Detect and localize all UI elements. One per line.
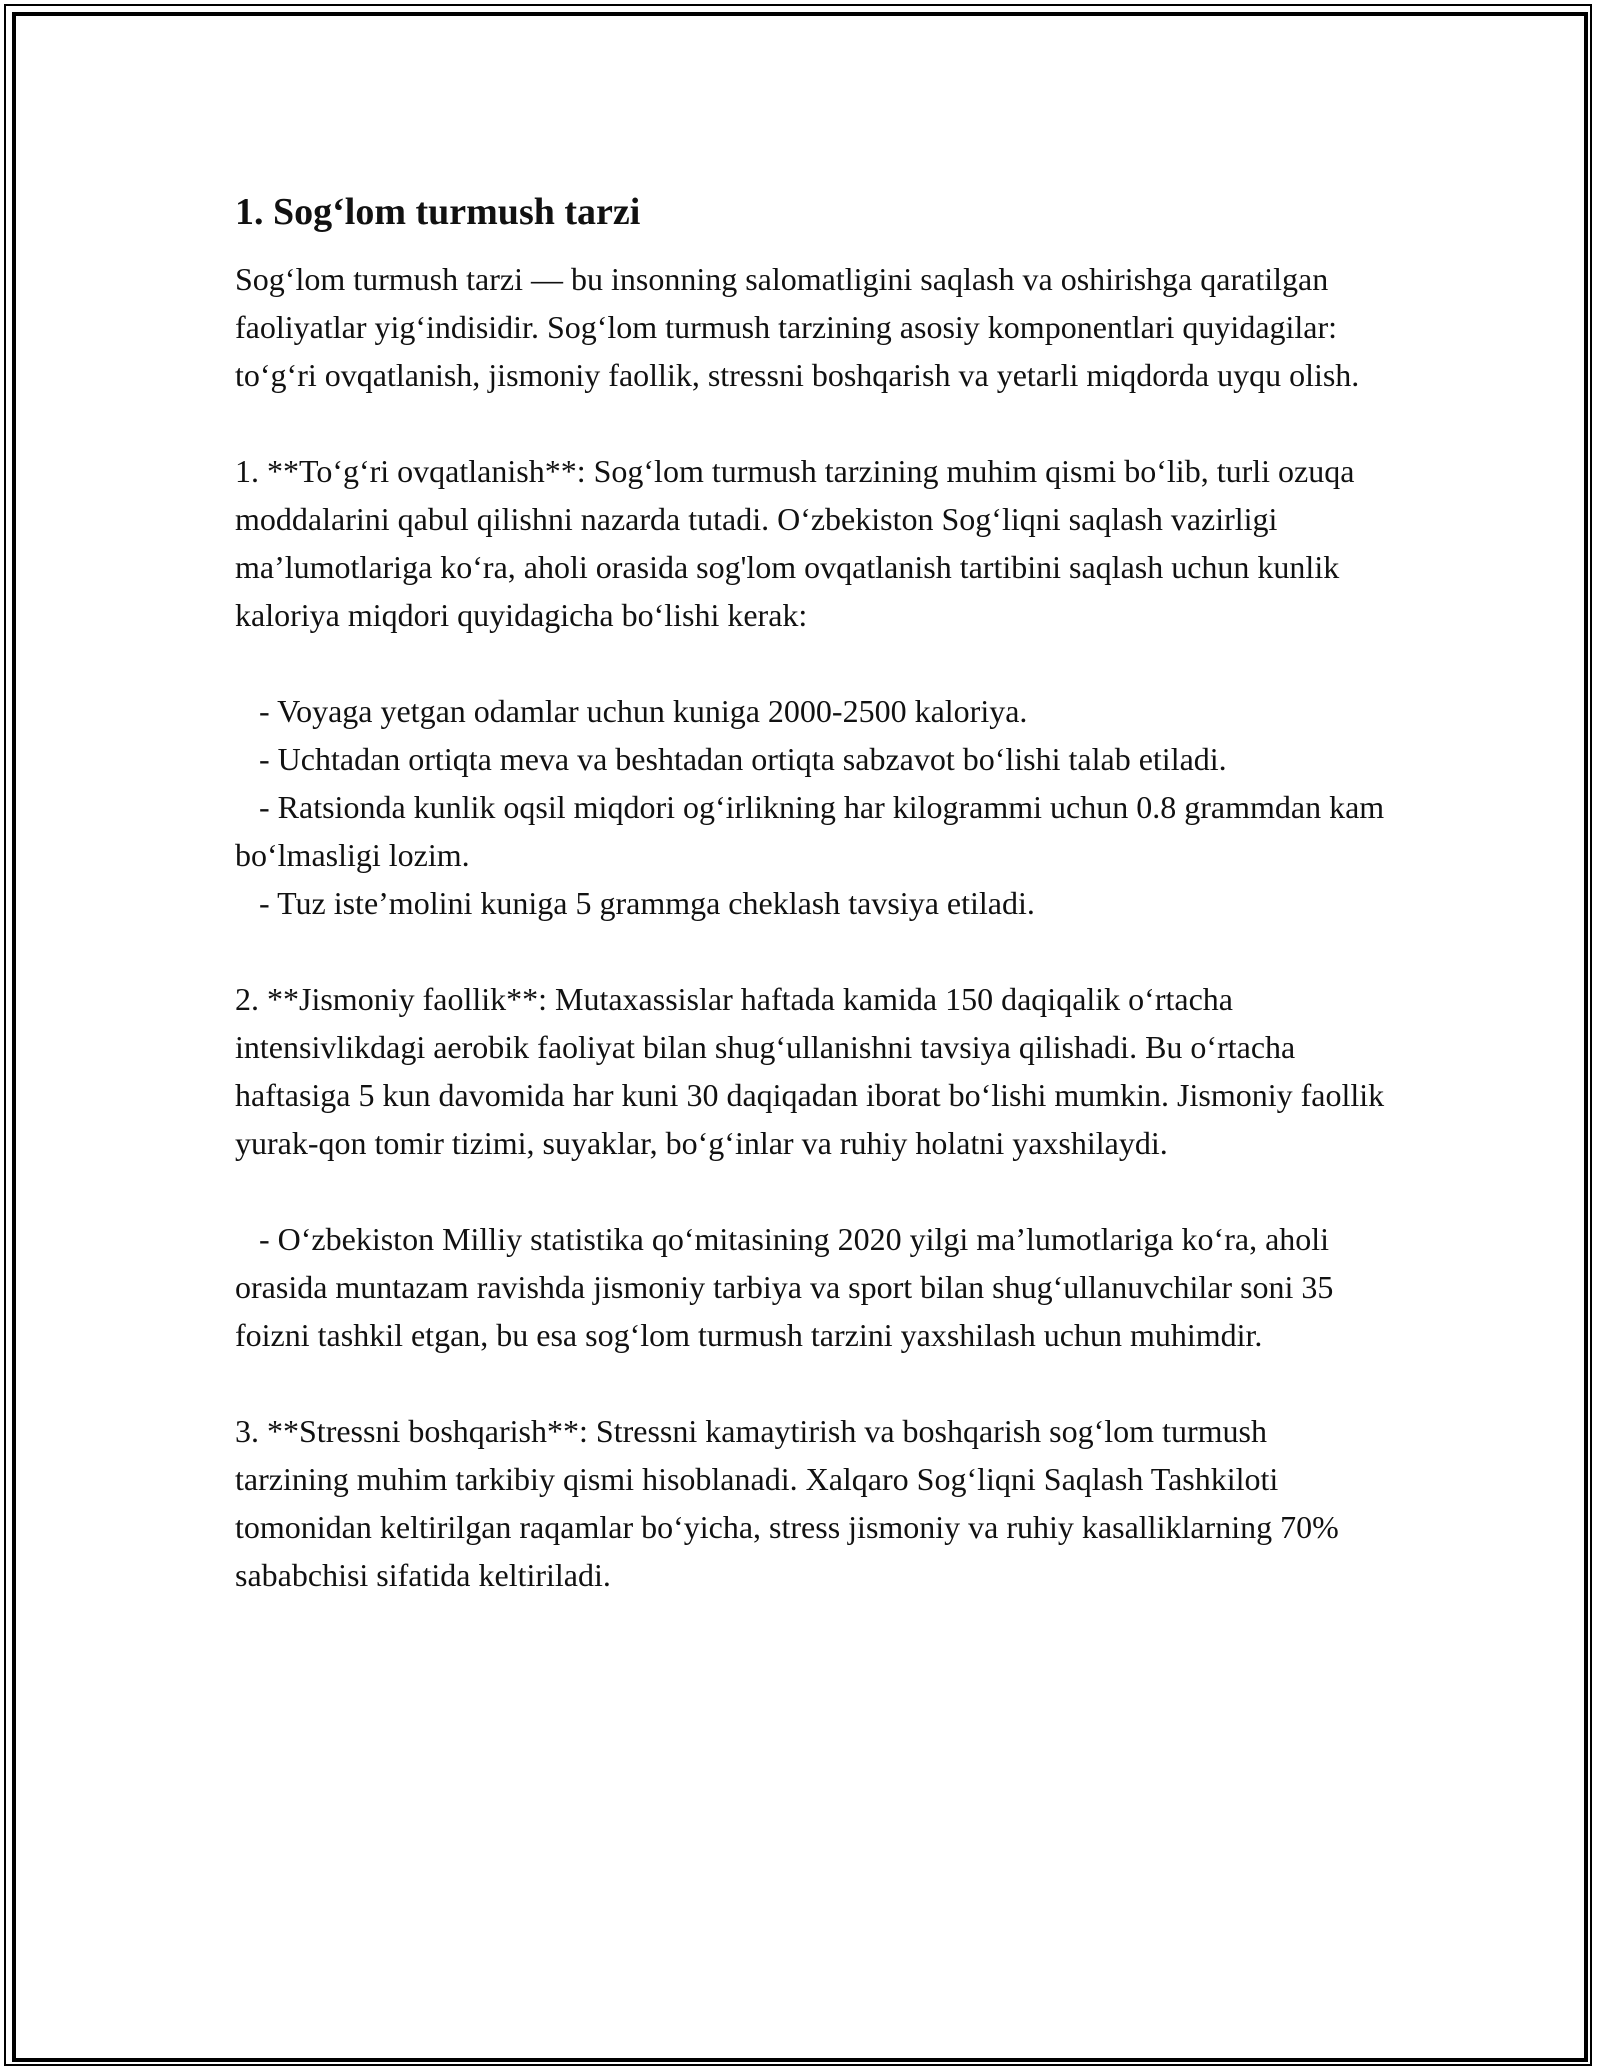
intro-paragraph: Sog‘lom turmush tarzi — bu insonning salomatligini saqlash va oshirishga qaratilgan faoliyatlar yig‘indisidir. Sog‘lom turmush tarzining asosiy komponentlari quyidagilar: to‘g‘ri ovqatlanish, jismoniy faollik, stressni boshqarish va yetarli miqdorda uyqu olish. [235,261,1360,393]
statistics-bullet: - O‘zbekiston Milliy statistika qo‘mitasining 2020 yilgi ma’lumotlariga ko‘ra, aholi orasida muntazam ravishda jismoniy tarbiya va sport bilan shug‘ullanuvchilar soni 35 foizni tashkil etgan, bu esa sog‘lom turmush tarzini yaxshilash uchun muhimdir. [235,1221,1334,1353]
bullet-item-calories: - Voyaga yetgan odamlar uchun kuniga 2000-2500 kaloriya. [259,693,1028,729]
physical-activity-paragraph: 2. **Jismoniy faollik**: Mutaxassislar haftada kamida 150 daqiqalik o‘rtacha intensivlikdagi aerobik faoliyat bilan shug‘ullanishni tavsiya qilishadi. Bu o‘rtacha haftasiga 5 kun davomida har kuni 30 daqiqadan iborat bo‘lishi mumkin. Jismoniy faollik yurak-qon tomir tizimi, suyaklar, bo‘g‘inlar va ruhiy holatni yaxshilaydi. [235,981,1385,1161]
nutrition-paragraph: 1. **To‘g‘ri ovqatlanish**: Sog‘lom turmush tarzining muhim qismi bo‘lib, turli ozuqa moddalarini qabul qilishni nazarda tutadi. O‘zbekiston Sog‘liqni saqlash vazirligi ma’lumotlariga ko‘ra, aholi orasida sog'lom ovqatlanish tartibini saqlash uchun kunlik kaloriya miqdori quyidagicha bo‘lishi kerak: [235,453,1355,633]
stress-paragraph: 3. **Stressni boshqarish**: Stressni kamaytirish va boshqarish sog‘lom turmush tarzining muhim tarkibiy qismi hisoblanadi. Xalqaro Sog‘liqni Saqlash Tashkiloti tomonidan keltirilgan raqamlar bo‘yicha, stress jismoniy va ruhiy kasalliklarning 70% sababchisi sifatida keltiriladi. [235,1413,1339,1593]
bullet-item-protein: - Ratsionda kunlik oqsil miqdori og‘irlikning har kilogrammi uchun 0.8 grammdan kam bo‘lmasligi lozim. [235,789,1385,873]
section-heading: 1. Sog‘lom turmush tarzi [235,191,641,233]
document-body [235,183,1385,1599]
nutrition-bullet-list [235,687,1385,927]
bullet-item-salt: - Tuz iste’molini kuniga 5 grammga cheklash tavsiya etiladi. [259,885,1035,921]
bullet-item-fruit-vegetables: - Uchtadan ortiqta meva va beshtadan ortiqta sabzavot bo‘lishi talab etiladi. [259,741,1227,777]
